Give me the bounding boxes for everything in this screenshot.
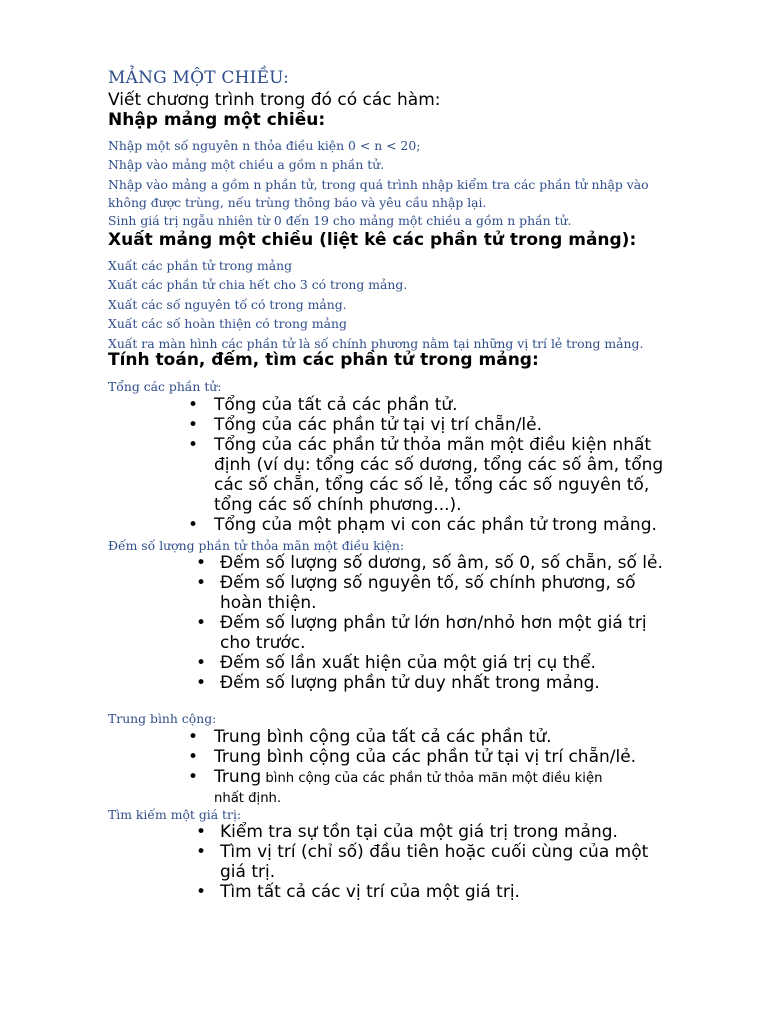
section-heading-compute: Tính toán, đếm, tìm các phần tử trong mảng: (108, 350, 539, 370)
bullet-icon: • (196, 653, 207, 673)
bullet-icon: • (196, 673, 207, 693)
list-item-text: Đếm số lượng số dương, số âm, số 0, số chẵn, số lẻ. (220, 553, 663, 573)
list-item (196, 882, 648, 902)
list-item-continuation (196, 633, 663, 653)
list-item-text: Tổng của các phần tử tại vị trí chẵn/lẻ. (214, 415, 543, 435)
list-item (196, 673, 663, 693)
list-item (196, 842, 648, 862)
list-item-text-small: bình cộng của các phần tử thỏa mãn một điều kiện (261, 771, 603, 786)
list-item-text: giá trị. (220, 862, 276, 882)
bullet-icon: • (196, 613, 207, 633)
bullet-icon: • (196, 553, 207, 573)
list-item (188, 767, 636, 789)
output-item-5: Xuất ra màn hình các phần tử là số chính phương nằm tại những vị trí lẻ trong mảng. (108, 336, 644, 351)
list-item-text: Tổng của một phạm vi con các phần tử trong mảng. (214, 515, 657, 535)
list-item-text: Đếm số lần xuất hiện của một giá trị cụ thể. (220, 653, 596, 673)
bullet-icon: • (188, 415, 199, 435)
list-item-continuation (188, 455, 663, 475)
sum-label: Tổng các phần tử: (108, 379, 222, 394)
list-item-text: Tìm tất cả các vị trí của một giá trị. (220, 882, 520, 902)
list-item (196, 653, 663, 673)
output-item-2: Xuất các phần tử chia hết cho 3 có trong mảng. (108, 277, 408, 292)
bullet-icon: • (196, 822, 207, 842)
bullet-icon: • (196, 882, 207, 902)
list-item-text-small: nhất định. (214, 791, 282, 806)
section-heading-input: Nhập mảng một chiều: (108, 110, 326, 130)
list-item-text: Tổng của các phần tử thỏa mãn một điều kiện nhất (214, 435, 652, 455)
sum-list (188, 395, 663, 535)
output-item-4: Xuất các số hoàn thiện có trong mảng (108, 316, 347, 331)
list-item-text: Đếm số lượng số nguyên tố, số chính phương, số (220, 573, 636, 593)
bullet-icon: • (188, 435, 199, 455)
list-item-text: cho trước. (220, 633, 306, 653)
input-item-4: Sinh giá trị ngẫu nhiên từ 0 đến 19 cho mảng một chiều a gồm n phần tử. (108, 213, 572, 228)
input-item-3-cont: không được trùng, nếu trùng thông báo và yêu cầu nhập lại. (108, 195, 487, 210)
list-item-continuation (196, 593, 663, 613)
list-item (188, 515, 663, 535)
list-item-text: Kiểm tra sự tồn tại của một giá trị trong mảng. (220, 822, 618, 842)
list-item-continuation (188, 495, 663, 515)
list-item (188, 747, 636, 767)
output-item-3: Xuất các số nguyên tố có trong mảng. (108, 297, 347, 312)
bullet-icon: • (188, 395, 199, 415)
bullet-icon: • (196, 842, 207, 862)
input-item-2: Nhập vào mảng một chiều a gồm n phần tử. (108, 157, 385, 172)
list-item (196, 573, 663, 593)
list-item-text: hoàn thiện. (220, 593, 317, 613)
list-item-text: Trung bình cộng của tất cả các phần tử. (214, 727, 552, 747)
list-item (196, 822, 648, 842)
list-item (196, 553, 663, 573)
list-item-continuation (188, 789, 636, 807)
list-item-text: Tìm vị trí (chỉ số) đầu tiên hoặc cuối cùng của một (220, 842, 649, 862)
list-item (188, 415, 663, 435)
list-item (196, 613, 663, 633)
list-item-text: Trung bình cộng của các phần tử tại vị trí chẵn/lẻ. (214, 747, 637, 767)
list-item-continuation (196, 862, 648, 882)
list-item-text: các số chẵn, tổng các số lẻ, tổng các số nguyên tố, (214, 475, 650, 495)
section-heading-output: Xuất mảng một chiều (liệt kê các phần tử trong mảng): (108, 230, 637, 250)
list-item-text: Đếm số lượng phần tử duy nhất trong mảng. (220, 673, 600, 693)
list-item (188, 395, 663, 415)
document-title: MẢNG MỘT CHIỀU: (108, 68, 290, 88)
intro-text: Viết chương trình trong đó có các hàm: (108, 90, 441, 110)
average-list (188, 727, 636, 807)
input-item-3: Nhập vào mảng a gồm n phần tử, trong quá trình nhập kiểm tra các phần tử nhập vào (108, 177, 649, 192)
bullet-icon: • (188, 515, 199, 535)
list-item-text: Tổng của tất cả các phần tử. (214, 395, 458, 415)
list-item-continuation (188, 475, 663, 495)
bullet-icon: • (188, 747, 199, 767)
list-item-text: định (ví dụ: tổng các số dương, tổng các số âm, tổng (214, 455, 664, 475)
bullet-icon: • (196, 573, 207, 593)
list-item-text: tổng các số chính phương...). (214, 495, 462, 515)
count-list (196, 553, 663, 693)
search-label: Tìm kiếm một giá trị: (108, 807, 242, 822)
input-item-1: Nhập một số nguyên n thỏa điều kiện 0 < n < 20; (108, 138, 421, 153)
bullet-icon: • (188, 767, 199, 787)
count-label: Đếm số lượng phần tử thỏa mãn một điều kiện: (108, 538, 405, 553)
list-item-text: Đếm số lượng phần tử lớn hơn/nhỏ hơn một giá trị (220, 613, 647, 633)
average-label: Trung bình cộng: (108, 711, 217, 726)
list-item (188, 727, 636, 747)
search-list (196, 822, 648, 902)
list-item (188, 435, 663, 455)
list-item-text: Trung (214, 767, 262, 787)
output-item-1: Xuất các phần tử trong mảng (108, 258, 293, 273)
bullet-icon: • (188, 727, 199, 747)
